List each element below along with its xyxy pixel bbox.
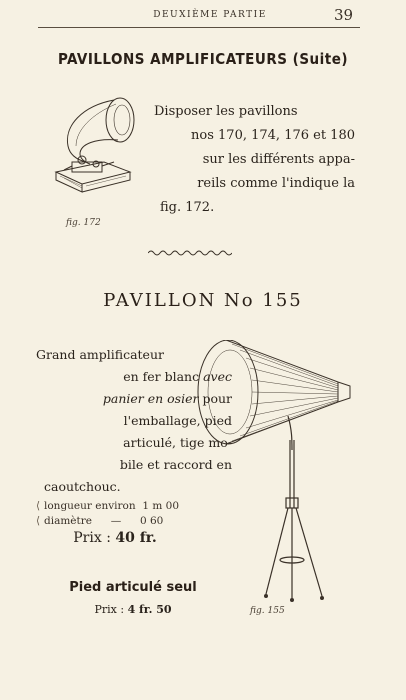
figure-155-caption: fig. 155 <box>250 606 285 616</box>
stand-title: Pied articulé seul <box>69 580 197 595</box>
paragraph-line: reils comme l'indique la <box>197 176 355 191</box>
phonograph-horn-illustration <box>42 92 138 200</box>
paragraph-line: Disposer les pavillons <box>154 104 298 119</box>
brace-icon: ⟨ <box>36 500 41 512</box>
description-line: Grand amplificateur <box>36 347 164 362</box>
ornamental-divider <box>148 249 232 257</box>
paragraph-line: fig. 172. <box>160 200 215 215</box>
paragraph-line: sur les différents appa- <box>202 152 355 167</box>
description-line: articulé, tige mo- <box>123 435 232 450</box>
spec-diameter: ⟨ diamètre — 0 60 <box>36 515 164 527</box>
product-title: PAVILLON No 155 <box>103 290 303 311</box>
stand-price: Prix : 4 fr. 50 <box>94 603 172 616</box>
page-number: 39 <box>334 6 354 24</box>
paragraph-line: nos 170, 174, 176 et 180 <box>191 128 355 143</box>
description-line: bile et raccord en <box>119 457 232 472</box>
product-price: Prix : 40 fr. <box>73 530 157 546</box>
brace-icon: ⟨ <box>36 515 41 527</box>
header-rule <box>38 27 360 28</box>
horn-on-tripod-illustration <box>188 340 358 610</box>
description-line: caoutchouc. <box>44 479 121 494</box>
description-line: en fer blanc avec <box>123 369 232 384</box>
figure-172-caption: fig. 172 <box>66 218 101 228</box>
section-title: PAVILLONS AMPLIFICATEURS (Suite) <box>57 50 349 68</box>
running-head: DEUXIÈME PARTIE <box>153 10 267 20</box>
description-line: l'emballage, pied <box>123 413 232 428</box>
spec-length: ⟨ longueur environ 1 m 00 <box>36 500 180 512</box>
description-line: panier en osier pour <box>102 391 232 406</box>
instruction-paragraph <box>150 100 355 220</box>
